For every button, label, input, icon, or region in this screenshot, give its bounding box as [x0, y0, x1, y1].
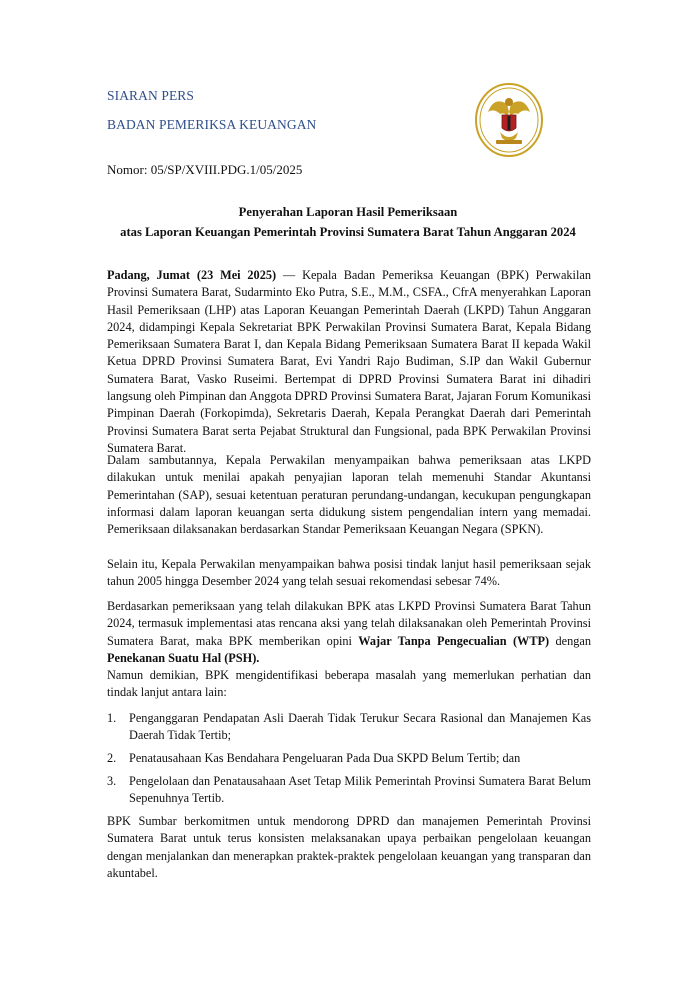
paragraph-opini-text: Berdasarkan pemeriksaan yang telah dilakukan BPK atas LKPD Provinsi Sumatera Barat Tahun 2024, termasuk implementasi atas rencana aksi yang telah dilaksanakan oleh Pemerintah Provinsi Sumatera Barat, maka BPK memberikan opini	[107, 599, 591, 648]
paragraph-sambutan	[107, 452, 591, 538]
dateline: Padang, Jumat (23 Mei 2025)	[107, 268, 277, 282]
paragraph-tindak-lanjut-text: Selain itu, Kepala Perwakilan menyampaikan bahwa posisi tindak lanjut hasil pemeriksaan sejak tahun 2005 hingga Desember 2024 yang telah sesuai rekomendasi sebesar 74%.	[107, 557, 591, 589]
title-line-1: Penyerahan Laporan Hasil Pemeriksaan	[238, 205, 458, 219]
opinion-wtp: Wajar Tanpa Pengecualian (WTP)	[358, 633, 550, 648]
paragraph-masalah	[107, 667, 591, 702]
issue-number: 3.	[107, 774, 117, 788]
issue-list-item-1	[107, 710, 591, 745]
opinion-psh: Penekanan Suatu Hal (PSH).	[107, 650, 260, 665]
header-siaran-pers: SIARAN PERS	[107, 88, 194, 103]
issue-text: Pengelolaan dan Penatausahaan Aset Tetap Milik Pemerintah Provinsi Sumatera Barat Belum Sepenuhnya Tertib.	[129, 774, 591, 806]
issue-list-item-2	[107, 750, 591, 767]
paragraph-tindak-lanjut	[107, 556, 591, 591]
paragraph-opini-connector: dengan	[549, 633, 591, 648]
issue-number: 1.	[107, 711, 117, 725]
paragraph-opening	[107, 267, 591, 457]
issue-text: Penatausahaan Kas Bendahara Pengeluaran Pada Dua SKPD Belum Tertib; dan	[129, 751, 521, 765]
paragraph-masalah-text: Namun demikian, BPK mengidentifikasi beberapa masalah yang memerlukan perhatian dan tindak lanjut antara lain:	[107, 668, 591, 700]
paragraph-opening-text: — Kepala Badan Pemeriksa Keuangan (BPK) Perwakilan Provinsi Sumatera Barat, Sudarminto Eko Putra, S.E., M.M., CSFA., CfrA menyerahkan Laporan Hasil Pemeriksaan (LHP) atas Laporan Keuangan Pemerintah Daerah (LKPD) Tahun Anggaran 2024, didampingi Kepala Sekretariat BPK Perwakilan Provinsi Sumatera Barat, Kepala Bidang Pemeriksaan Sumatera Barat I, dan Kepala Bidang Pemeriksaan Sumatera Barat II kepada Wakil Ketua DPRD Provinsi Sumatera Barat, Evi Yandri Rajo Budiman, S.IP dan Wakil Gubernur Sumatera Barat, Vasko Ruseimi. Bertempat di DPRD Provinsi Sumatera Barat ini dihadiri langsung oleh Pimpinan dan Anggota DPRD Provinsi Sumatera Barat, Jajaran Forum Komunikasi Pimpinan Daerah (Forkopimda), Sekretaris Daerah, Kepala Perangkat Daerah dari Pemerintah Provinsi Sumatera Barat serta Pejabat Struktural dan Fungsional, pada BPK Perwakilan Provinsi Sumatera Barat.	[107, 268, 591, 455]
paragraph-opini	[107, 598, 591, 667]
document-number: Nomor: 05/SP/XVIII.PDG.1/05/2025	[107, 162, 303, 177]
issue-text: Penganggaran Pendapatan Asli Daerah Tidak Terukur Secara Rasional dan Manajemen Kas Daerah Tidak Tertib;	[129, 711, 591, 743]
paragraph-komitmen-text: BPK Sumbar berkomitmen untuk mendorong DPRD dan manajemen Pemerintah Provinsi Sumatera Barat untuk terus konsisten melaksanakan upaya perbaikan pengelolaan keuangan dengan menjalankan dan menerapkan praktek-praktek pengelolaan keuangan yang transparan dan akuntabel.	[107, 814, 591, 880]
header-institution-name: BADAN PEMERIKSA KEUANGAN	[107, 117, 317, 132]
title-line-2: atas Laporan Keuangan Pemerintah Provinsi Sumatera Barat Tahun Anggaran 2024	[120, 225, 576, 239]
garuda-emblem-icon	[474, 82, 544, 158]
paragraph-komitmen	[107, 813, 591, 882]
issue-list-item-3	[107, 773, 591, 808]
issue-number: 2.	[107, 751, 117, 765]
paragraph-sambutan-text: Dalam sambutannya, Kepala Perwakilan menyampaikan bahwa pemeriksaan atas LKPD dilakukan untuk menilai apakah penyajian laporan telah memenuhi Standar Akuntansi Pemerintahan (SAP), sesuai ketentuan peraturan perundang-undangan, kecukupan pengungkapan informasi dalam laporan keuangan serta didukung sistem pengendalian intern yang memadai. Pemeriksaan dilaksanakan berdasarkan Standar Pemeriksaan Keuangan Negara (SPKN).	[107, 453, 591, 537]
